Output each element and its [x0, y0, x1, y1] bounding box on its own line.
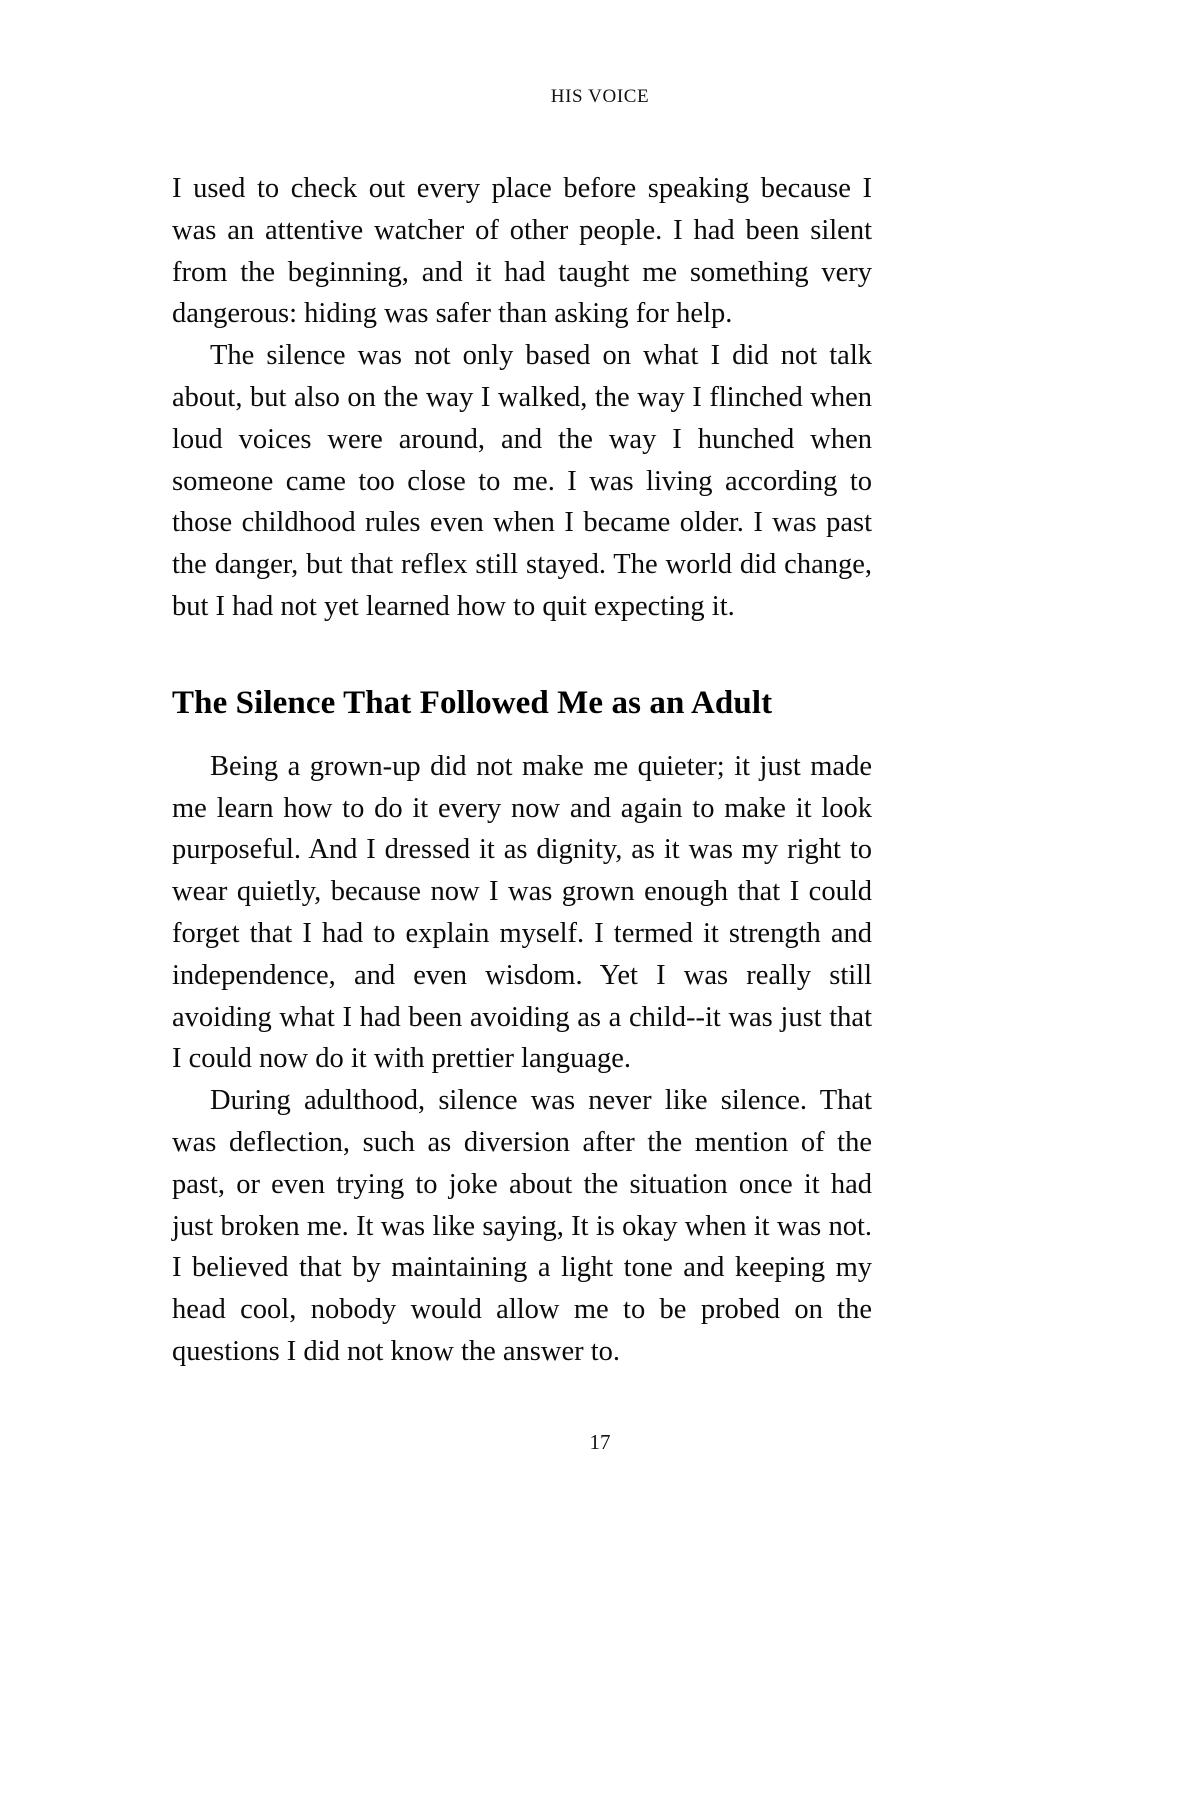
page-body	[172, 168, 872, 1373]
running-header: HIS VOICE	[550, 86, 650, 107]
page-number: 17	[589, 1430, 611, 1454]
body-paragraph: The silence was not only based on what I did not talk about, but also on the way I walked, the way I flinched when loud voices were around, and the way I hunched when someone came too close to me. I was living according to those childhood rules even when I became older. I was past the danger, but that reflex still stayed. The world did change, but I had not yet learned how to quit expecting it.	[172, 340, 872, 622]
body-paragraph: During adulthood, silence was never like silence. That was deflection, such as diversion after the mention of the past, or even trying to joke about the situation once it had just broken me. It was like saying, It is okay when it was not. I believed that by maintaining a light tone and keeping my head cool, nobody would allow me to be probed on the questions I did not know the answer to.	[172, 1085, 872, 1367]
section-heading: The Silence That Followed Me as an Adult	[172, 684, 773, 721]
heading-spacer	[172, 628, 872, 683]
body-paragraph: I used to check out every place before speaking because I was an attentive watcher of other people. I had been silent from the beginning, and it had taught me something very dangerous: hiding was safer than asking for help.	[172, 173, 872, 330]
heading-spacer-after	[172, 723, 872, 746]
body-paragraph: Being a grown-up did not make me quieter; it just made me learn how to do it every now and again to make it look purposeful. And I dressed it as dignity, as it was my right to wear quietly, because now I was grown enough that I could forget that I had to explain myself. I termed it strength and independence, and even wisdom. Yet I was really still avoiding what I had been avoiding as a child--it was just that I could now do it with prettier language.	[172, 750, 872, 1075]
